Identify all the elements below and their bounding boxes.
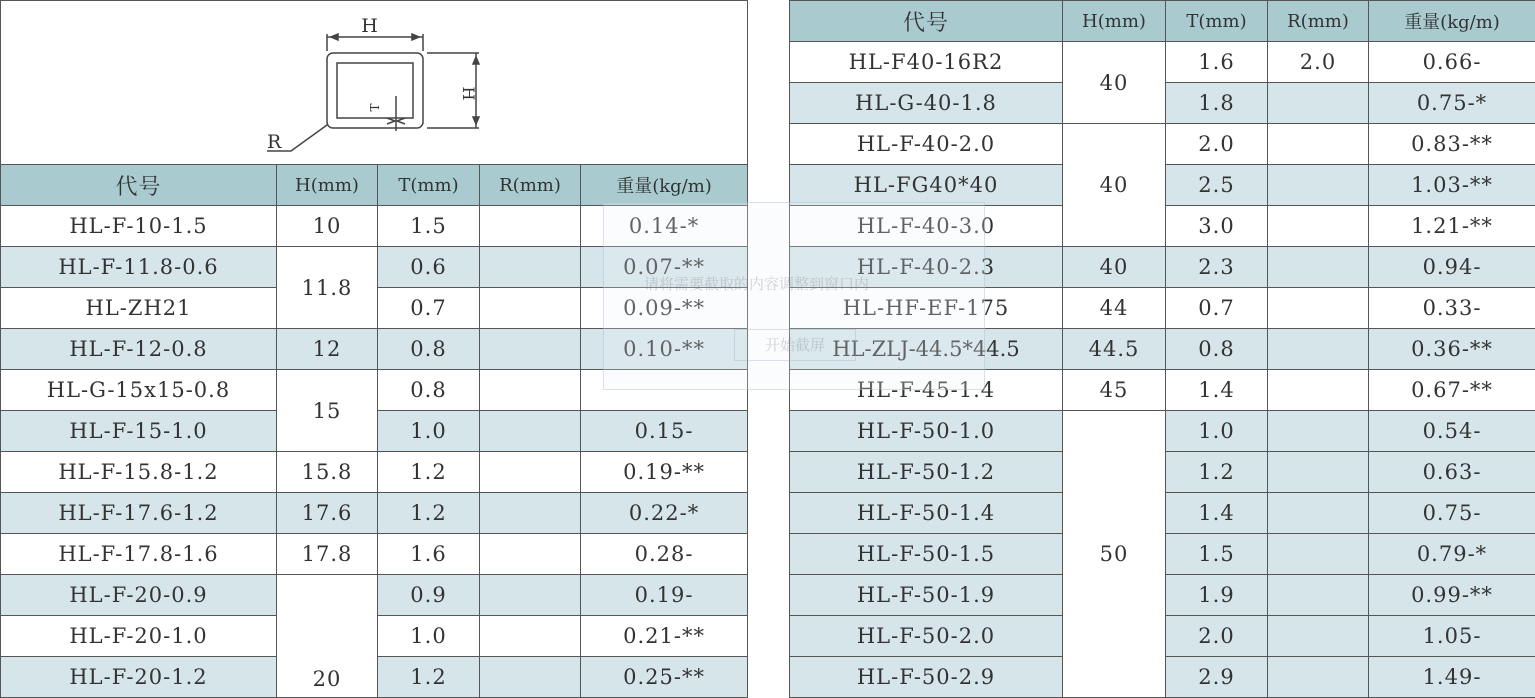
cell-r: [480, 575, 581, 616]
cell-r: [1268, 124, 1369, 165]
cell-weight: 0.67-**: [1369, 370, 1535, 411]
cell-t: 1.2: [1166, 452, 1268, 493]
cell-weight: 0.36-**: [1369, 329, 1535, 370]
cell-t: 2.3: [1166, 247, 1268, 288]
header-t: T(mm): [1166, 1, 1268, 42]
cell-t: 0.7: [378, 288, 480, 329]
header-h: H(mm): [277, 165, 378, 206]
cell-t: 0.7: [1166, 288, 1268, 329]
table-row: [1, 452, 748, 493]
cell-code: HL-F-50-1.9: [790, 575, 1063, 616]
profile-diagram: [1, 1, 748, 165]
cell-code: HL-F-50-1.4: [790, 493, 1063, 534]
cell-code: HL-F-17.8-1.6: [1, 534, 277, 575]
cell-t: 1.4: [1166, 493, 1268, 534]
header-h: H(mm): [1063, 1, 1166, 42]
cell-t: 3.0: [1166, 206, 1268, 247]
cell-h: 17.6: [277, 493, 378, 534]
cell-weight: 0.75-: [1369, 493, 1535, 534]
cell-code: HL-F-20-1.0: [1, 616, 277, 657]
table-row: [790, 124, 1535, 165]
cell-r: [1268, 288, 1369, 329]
cell-t: 1.5: [378, 206, 480, 247]
header-r: R(mm): [1268, 1, 1369, 42]
cell-t: 1.8: [1166, 83, 1268, 124]
table-row: [1, 534, 748, 575]
cell-weight: 0.19-: [581, 575, 748, 616]
diagram-label-r: R: [267, 131, 282, 153]
cell-r: [1268, 206, 1369, 247]
cell-code: HL-F-10-1.5: [1, 206, 277, 247]
cell-weight: 0.09-**: [581, 288, 748, 329]
cell-h: 40: [1063, 124, 1166, 247]
header-code: 代号: [790, 1, 1063, 42]
cell-h: 17.8: [277, 534, 378, 575]
cell-h: 50: [1063, 411, 1166, 698]
cell-r: [480, 411, 581, 452]
cell-code: HL-F-15.8-1.2: [1, 452, 277, 493]
cell-code: HL-F-40-2.0: [790, 124, 1063, 165]
header-weight: 重量(kg/m): [581, 165, 748, 206]
cell-r: [1268, 247, 1369, 288]
cell-r: [1268, 83, 1369, 124]
cell-weight: 0.75-*: [1369, 83, 1535, 124]
cell-weight: 1.49-: [1369, 657, 1535, 698]
header-weight: 重量(kg/m): [1369, 1, 1535, 42]
cell-t: 1.6: [1166, 42, 1268, 83]
cell-weight: 0.83-**: [1369, 124, 1535, 165]
cell-r: [480, 452, 581, 493]
cell-t: 0.8: [378, 370, 480, 411]
cell-code: HL-F-15-1.0: [1, 411, 277, 452]
cell-code: HL-F-20-0.9: [1, 575, 277, 616]
cell-r: [1268, 657, 1369, 698]
cell-weight: 0.25-**: [581, 657, 748, 698]
cell-h: 44.5: [1063, 329, 1166, 370]
cell-code: HL-ZLJ-44.5*44.5: [790, 329, 1063, 370]
cell-r: [1268, 575, 1369, 616]
header-code: 代号: [1, 165, 277, 206]
cell-weight: 1.21-**: [1369, 206, 1535, 247]
cell-r: [480, 493, 581, 534]
diagram-label-h-top: H: [361, 15, 379, 37]
cell-r: [480, 657, 581, 698]
cell-code: HL-F-12-0.8: [1, 329, 277, 370]
cell-code: HL-F-20-1.2: [1, 657, 277, 698]
cell-code: HL-F-50-2.0: [790, 616, 1063, 657]
cell-r: [480, 288, 581, 329]
cell-code: HL-G-15x15-0.8: [1, 370, 277, 411]
cell-weight: 0.79-*: [1369, 534, 1535, 575]
cell-code: HL-F-50-1.5: [790, 534, 1063, 575]
start-capture-button[interactable]: 开始截屏: [734, 329, 856, 361]
table-row: [1, 493, 748, 534]
table-row: [1, 575, 748, 616]
cell-weight: 0.94-: [1369, 247, 1535, 288]
cell-weight: 1.03-**: [1369, 165, 1535, 206]
cell-h: 40: [1063, 247, 1166, 288]
cell-t: 1.6: [378, 534, 480, 575]
cell-code: HL-F-45-1.4: [790, 370, 1063, 411]
cell-h: 40: [1063, 42, 1166, 124]
cell-t: 1.5: [1166, 534, 1268, 575]
cell-r: [1268, 493, 1369, 534]
cell-t: 1.4: [1166, 370, 1268, 411]
table-row: [790, 42, 1535, 83]
cell-t: 1.0: [378, 616, 480, 657]
cell-t: 0.6: [378, 247, 480, 288]
cell-t: 1.2: [378, 452, 480, 493]
cell-weight: 0.19-**: [581, 452, 748, 493]
cell-t: 0.8: [1166, 329, 1268, 370]
cell-t: 1.0: [1166, 411, 1268, 452]
cell-code: HL-HF-EF-175: [790, 288, 1063, 329]
cell-t: 1.0: [378, 411, 480, 452]
header-row: [1, 165, 748, 206]
cell-weight: 0.28-: [581, 534, 748, 575]
cell-t: 1.2: [378, 657, 480, 698]
capture-tip: 请将需要截取的内容调整到窗口内: [644, 273, 869, 294]
cell-code: HL-F-50-2.9: [790, 657, 1063, 698]
cell-h: 15: [277, 370, 378, 452]
cell-code: HL-F-50-1.2: [790, 452, 1063, 493]
cell-r: [480, 534, 581, 575]
cell-code: HL-F-50-1.0: [790, 411, 1063, 452]
cell-r: [480, 206, 581, 247]
cell-r: [480, 329, 581, 370]
cell-h: 44: [1063, 288, 1166, 329]
header-row: [790, 1, 1535, 42]
diagram-row: [1, 1, 748, 165]
cell-weight: 0.99-**: [1369, 575, 1535, 616]
capture-overlay: [603, 202, 985, 390]
cell-t: 2.9: [1166, 657, 1268, 698]
cell-weight: 0.21-**: [581, 616, 748, 657]
cell-weight: 0.14-*: [581, 206, 748, 247]
cell-code: HL-F-17.6-1.2: [1, 493, 277, 534]
cell-code: HL-F-40-2.3: [790, 247, 1063, 288]
cell-weight: 0.66-: [1369, 42, 1535, 83]
cell-r: [1268, 411, 1369, 452]
cell-weight: 0.33-: [1369, 288, 1535, 329]
cell-t: 2.5: [1166, 165, 1268, 206]
cell-h: 11.8: [277, 247, 378, 329]
cell-weight: 0.10-**: [581, 329, 748, 370]
diagram-label-h-side: H: [459, 87, 478, 102]
cell-t: 2.0: [1166, 124, 1268, 165]
cell-weight: 0.07-**: [581, 247, 748, 288]
cell-h: 45: [1063, 370, 1166, 411]
cell-t: 2.0: [1166, 616, 1268, 657]
cell-r: [1268, 165, 1369, 206]
cell-r: 2.0: [1268, 42, 1369, 83]
cell-code: HL-FG40*40: [790, 165, 1063, 206]
cell-code: HL-F-11.8-0.6: [1, 247, 277, 288]
cell-code: HL-G-40-1.8: [790, 83, 1063, 124]
cell-weight: 1.05-: [1369, 616, 1535, 657]
cell-t: 0.9: [378, 575, 480, 616]
table-row: [790, 411, 1535, 452]
cell-r: [480, 616, 581, 657]
cell-t: 1.9: [1166, 575, 1268, 616]
cell-t: 1.2: [378, 493, 480, 534]
cell-h: 12: [277, 329, 378, 370]
cell-r: [1268, 452, 1369, 493]
cell-h: 20: [277, 575, 378, 698]
cell-weight: 0.15-: [581, 411, 748, 452]
cell-r: [1268, 616, 1369, 657]
cell-h: 10: [277, 206, 378, 247]
cell-t: 0.8: [378, 329, 480, 370]
cell-weight: 0.22-*: [581, 493, 748, 534]
cell-r: [1268, 534, 1369, 575]
cell-code: HL-F40-16R2: [790, 42, 1063, 83]
cell-weight: 0.54-: [1369, 411, 1535, 452]
header-t: T(mm): [378, 165, 480, 206]
cell-h: 15.8: [277, 452, 378, 493]
header-r: R(mm): [480, 165, 581, 206]
cell-r: [480, 247, 581, 288]
cell-r: [1268, 370, 1369, 411]
cell-code: HL-F-40-3.0: [790, 206, 1063, 247]
diagram-label-t: T: [368, 102, 382, 111]
square-tube-diagram: [1, 1, 746, 164]
cell-r: [1268, 329, 1369, 370]
cell-weight: 0.63-: [1369, 452, 1535, 493]
cell-code: HL-ZH21: [1, 288, 277, 329]
cell-r: [480, 370, 581, 411]
